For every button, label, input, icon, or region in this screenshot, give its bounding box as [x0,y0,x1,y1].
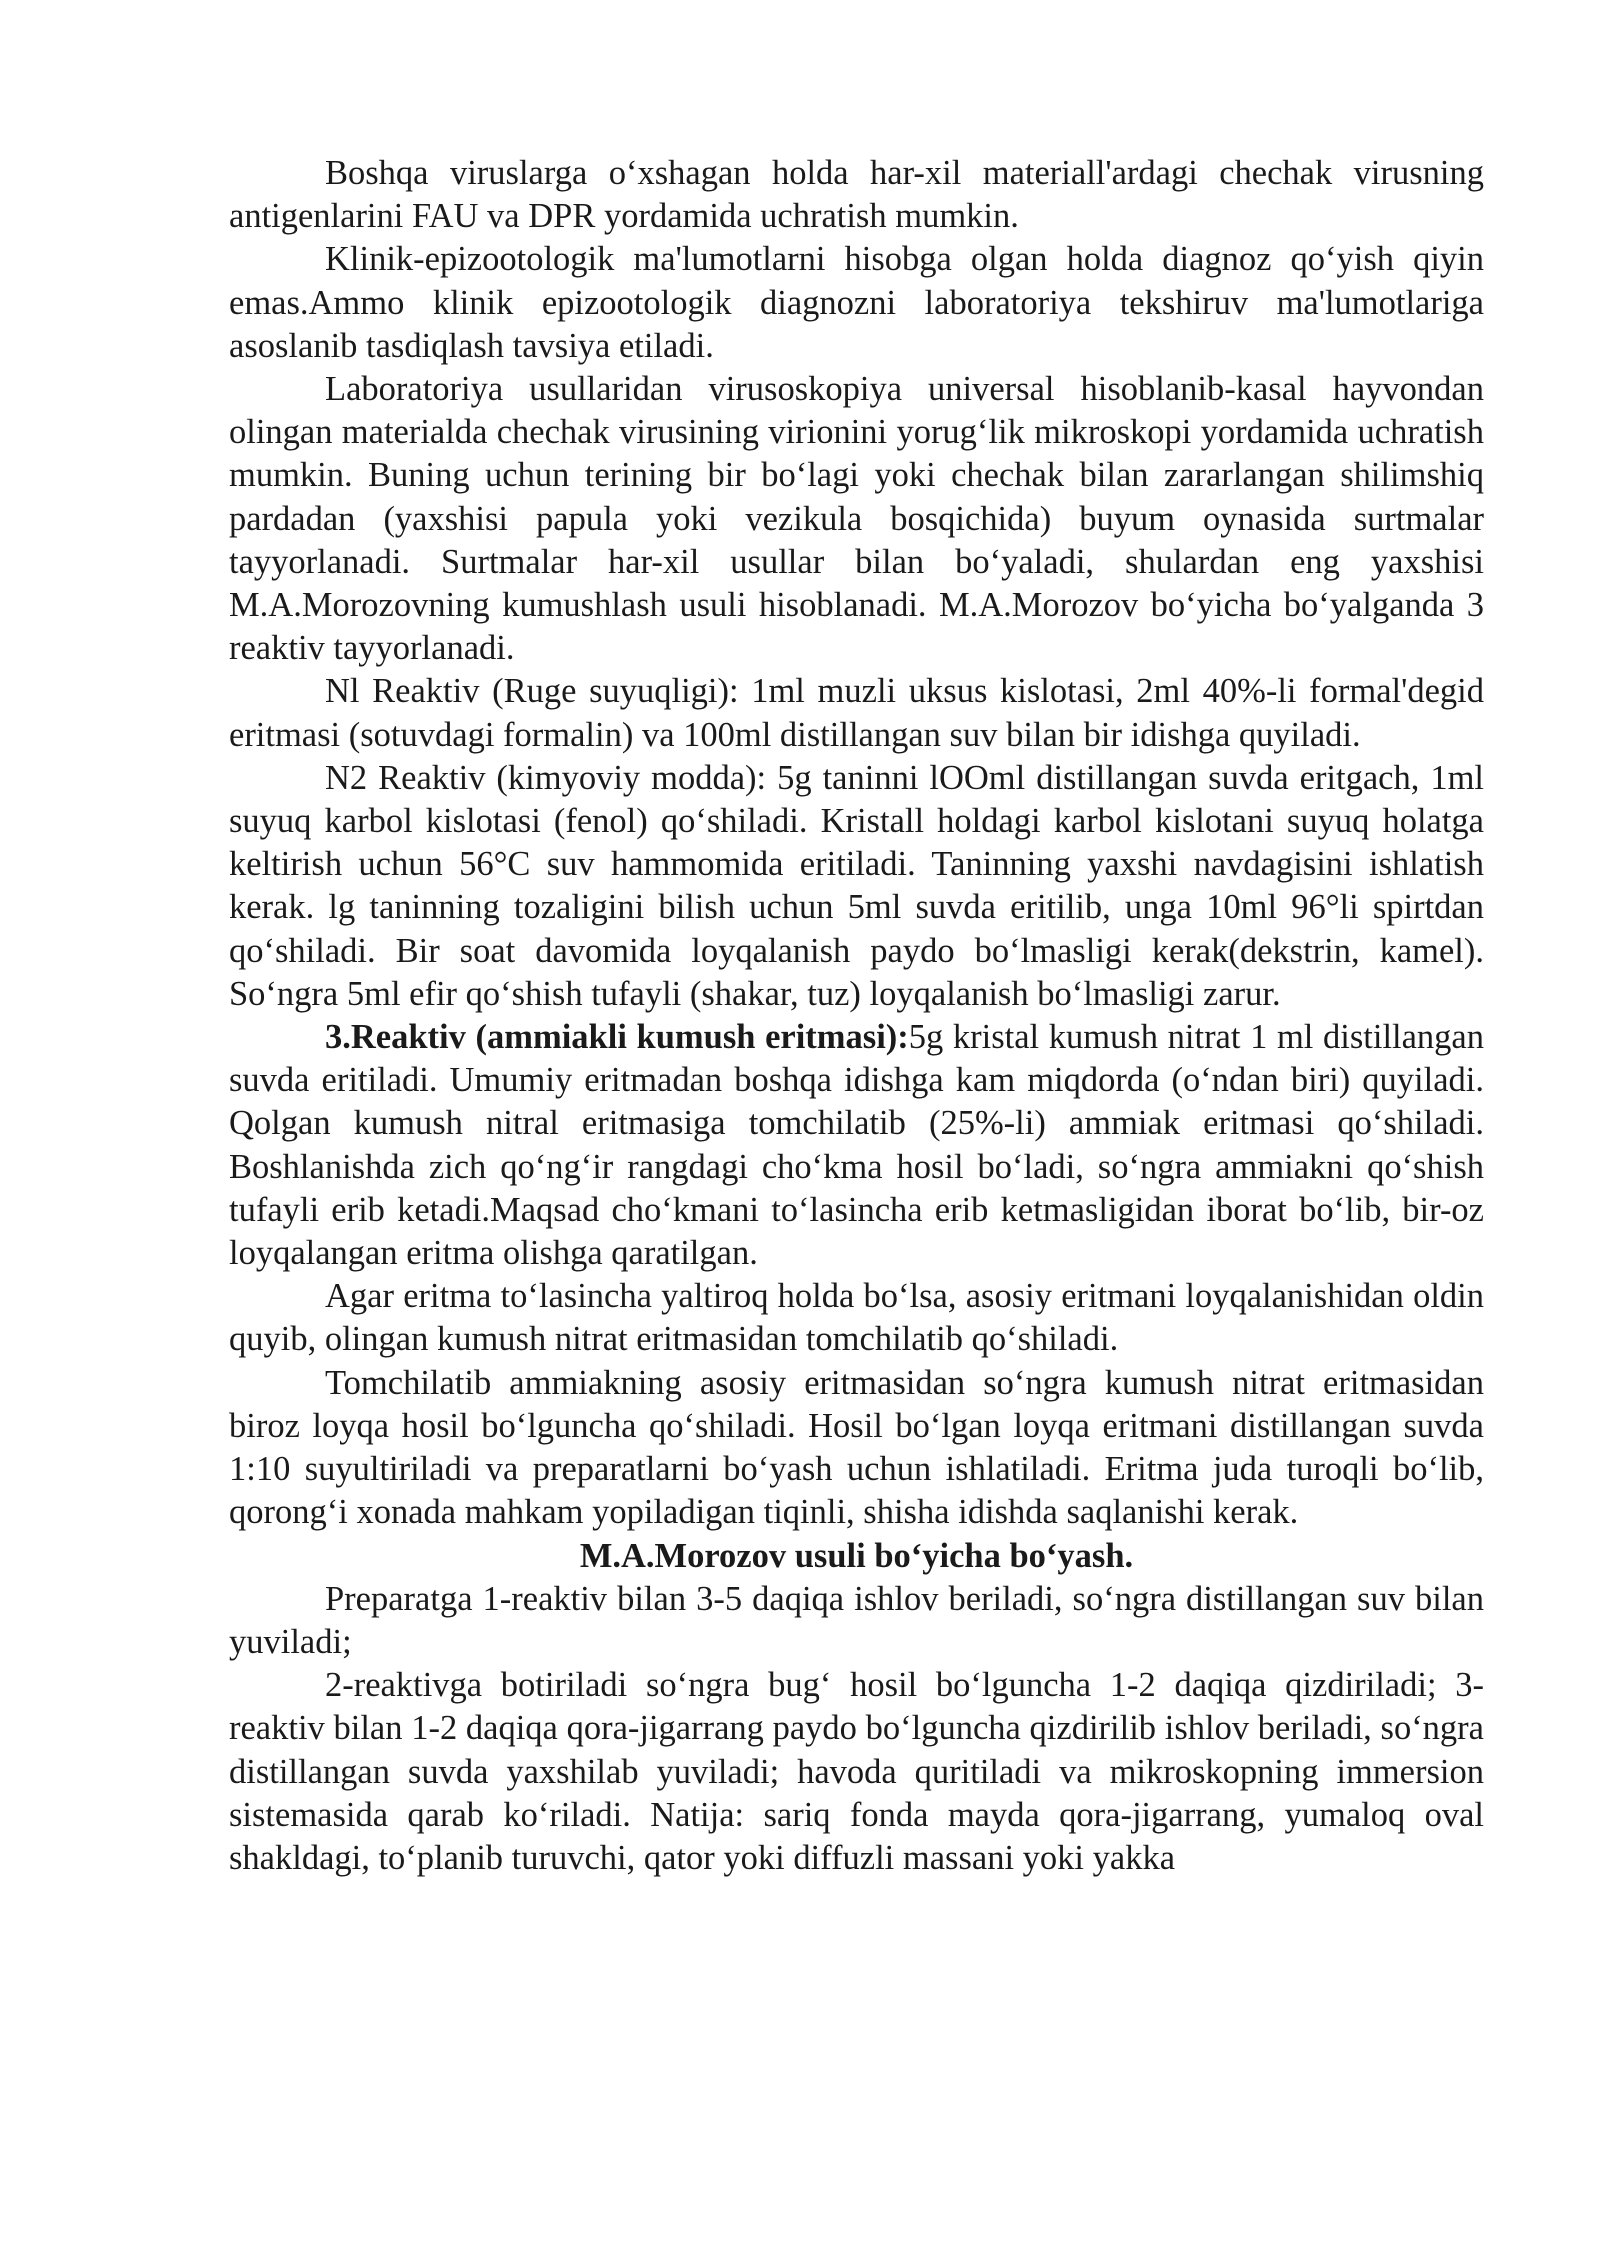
paragraph-reagent-1: Nl Reaktiv (Ruge suyuqligi): 1ml muzli uksus kislotasi, 2ml 40%-li formal'degid eritmasi (sotuvdagi formalin) va 100ml distillangan suv bilan bir idishga quyiladi. [229,672,1484,754]
paragraph-step-2-3: 2-reaktivga botiriladi so‘ngra bug‘ hosil bo‘lguncha 1-2 daqiqa qizdiriladi; 3-reaktiv bilan 1-2 daqiqa qora-jigarrang paydo bo‘lguncha qizdirilib ishlov beriladi, so‘ngra distillangan suvda yaxshilab yuviladi; havoda quritiladi va mikroskopning immersion sistemasida qarab ko‘riladi. Natija: sariq fonda mayda qora-jigarrang, yumaloq oval shakldagi, to‘planib turuvchi, qator yoki diffuzli massani yoki yakka [229,1666,1484,1877]
paragraph-step-1: Preparatga 1-reaktiv bilan 3-5 daqiqa ishlov beriladi, so‘ngra distillangan suv bilan yuviladi; [229,1579,1484,1661]
paragraph-reagent-2: N2 Reaktiv (kimyoviy modda): 5g taninni lOOml distillangan suvda eritgach, 1ml suyuq karbol kislotasi (fenol) qo‘shiladi. Kristall holdagi karbol kislotani suyuq holatga keltirish uchun 56°C suv hammomida eritiladi. Taninning yaxshi navdagisini ishlatish kerak. lg taninning tozaligini bilish uchun 5ml suvda eritilib, unga 10ml 96°li spirtdan qo‘shiladi. Bir soat davomida loyqalanish paydo bo‘lmasligi kerak(dekstrin, kamel). So‘ngra 5ml efir qo‘shish tufayli (shakar, tuz) loyqalanish bo‘lmasligi zarur. [229,758,1484,1013]
document-page [229,152,1484,1880]
section-heading: M.A.Morozov usuli bo‘yicha bo‘yash. [579,1536,1134,1575]
paragraph-dilution: Tomchilatib ammiakning asosiy eritmasidan so‘ngra kumush nitrat eritmasidan biroz loyqa hosil bo‘lguncha qo‘shiladi. Hosil bo‘lgan loyqa eritmani distillangan suvda 1:10 suyultiriladi va preparatlarni bo‘yash uchun ishlatiladi. Eritma juda turoqli bo‘lib, qorong‘i xonada mahkam yopiladigan tiqinli, shisha idishda saqlanishi kerak. [229,1363,1484,1532]
paragraph-virusoscopy: Laboratoriya usullaridan virusoskopiya universal hisoblanib-kasal hayvondan olingan materialda chechak virusining virionini yorug‘lik mikroskopi yordamida uchratish mumkin. Buning uchun terining bir bo‘lagi yoki chechak bilan zararlangan shilimshiq pardadan (yaxshisi papula yoki vezikula bosqichida) buyum oynasida surtmalar tayyorlanadi. Surtmalar har-xil usullar bilan bo‘yaladi, shulardan eng yaxshisi M.A.Morozovning kumushlash usuli hisoblanadi. M.A.Morozov bo‘yicha bo‘yalganda 3 reaktiv tayyorlanadi. [229,370,1484,668]
paragraph-clear-solution: Agar eritma to‘lasincha yaltiroq holda bo‘lsa, asosiy eritmani loyqalanishidan oldin quyib, olingan kumush nitrat eritmasidan tomchilatib qo‘shiladi. [229,1277,1484,1359]
paragraph-reagent-3 [229,1016,1484,1275]
paragraph-antigens: Boshqa viruslarga o‘xshagan holda har-xil materiall'ardagi chechak virusning antigenlarini FAU va DPR yordamida uchratish mumkin. [229,154,1484,236]
reagent-3-title: 3.Reaktiv (ammiakli kumush eritmasi): [325,1018,909,1057]
reagent-3-text: 5g kristal kumush nitrat 1 ml distillangan suvda eritiladi. Umumiy eritmadan boshqa idishga kam miqdorda (o‘ndan biri) quyiladi. Qolgan kumush nitral eritmasiga tomchilatib (25%-li) ammiak eritmasi qo‘shiladi. Boshlanishda zich qo‘ng‘ir rangdagi cho‘kma hosil bo‘ladi, so‘ngra ammiakni qo‘shish tufayli erib ketadi.Maqsad cho‘kmani to‘lasincha erib ketmasligidan iborat bo‘lib, bir-oz loyqalangan eritma olishga qaratilgan. [229,1018,1484,1273]
paragraph-clinical-diagnosis: Klinik-epizootologik ma'lumotlarni hisobga olgan holda diagnoz qo‘yish qiyin emas.Ammo klinik epizootologik diagnozni laboratoriya tekshiruv ma'lumotlariga asoslanib tasdiqlash tavsiya etiladi. [229,240,1484,365]
